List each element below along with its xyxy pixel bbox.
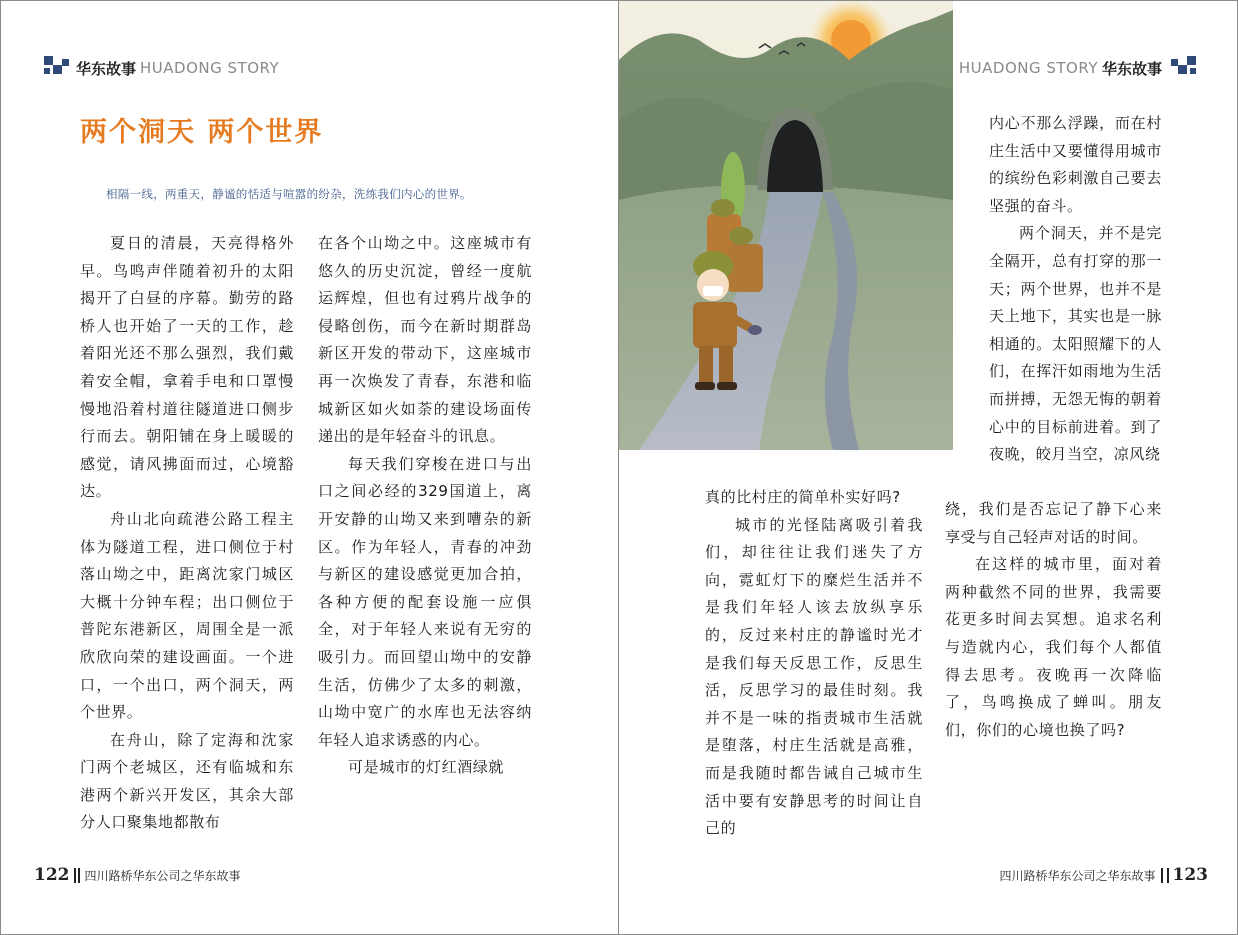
paragraph: 两个洞天，并不是完全隔开，总有打穿的那一天；两个世界，也并不是天上地下，其实也是一脉相通的。太阳照耀下的人们，在挥汗如雨地为生活而拼搏，无怨无悔的朝着心中的目标前进着。到了夜晚，皎月当空，凉风绕	[989, 224, 1162, 464]
article-subtitle: 相隔一线，两重天，静谧的恬适与喧嚣的纷杂，洗练我们内心的世界。	[106, 187, 472, 201]
text-column-4-bottom	[945, 496, 1162, 744]
page-number: 123	[1172, 865, 1208, 885]
paragraph: 可是城市的灯红酒绿就	[348, 758, 505, 777]
paragraph: 在舟山，除了定海和沈家门两个老城区，还有临城和东港两个新兴开发区，其余大部分人口聚集地都散布	[80, 730, 294, 832]
header-title-en: HUADONG STORY	[140, 59, 280, 77]
page-number: 122	[34, 865, 70, 885]
right-header	[959, 56, 1196, 80]
text-column-3	[705, 484, 923, 843]
text-column-4-top	[989, 110, 1162, 469]
left-footer	[34, 865, 241, 885]
header-title-cn: 华东故事	[76, 59, 137, 78]
paragraph: 在这样的城市里，面对着两种截然不同的世界，我需要花更多时间去冥想。追求名利与造就内心，我们每个人都值得去思考。夜晚再一次降临了，鸟鸣换成了蝉叫。朋友们，你们的心境也换了吗?	[945, 555, 1162, 739]
right-footer	[999, 865, 1208, 885]
brand-logo-icon	[1166, 56, 1196, 80]
footer-publication: 四川路桥华东公司之华东故事	[999, 868, 1156, 883]
paragraph: 真的比村庄的简单朴实好吗?	[705, 488, 901, 506]
paragraph: 内心不那么浮躁，而在村庄生活中又要懂得用城市的缤纷色彩刺激自己要去坚强的奋斗。	[989, 114, 1162, 215]
paragraph: 舟山北向疏港公路工程主体为隧道工程，进口侧位于村落山坳之中，距离沈家门城区大概十分钟车程；出口侧位于普陀东港新区，周围全是一派欣欣向荣的建设画面。一个进口，一个出口，两个洞天，两个世界。	[80, 509, 294, 722]
brand-logo-icon	[44, 56, 74, 80]
text-column-2	[318, 230, 532, 782]
header-title-cn: 华东故事	[1101, 59, 1162, 78]
left-header	[44, 56, 279, 80]
header-title-en: HUADONG STORY	[958, 59, 1098, 77]
text-column-1	[80, 230, 294, 837]
paragraph: 夏日的清晨，天亮得格外早。鸟鸣声伴随着初升的太阳揭开了白昼的序幕。勤劳的路桥人也开始了一天的工作，趁着阳光还不那么强烈，我们戴着安全帽，拿着手电和口罩慢慢地沿着村道往隧道进口侧步行而去。朝阳铺在身上暖暖的感觉，请风拂面而过，心境豁达。	[80, 234, 294, 501]
paragraph: 绕，我们是否忘记了静下心来享受与自己轻声对话的时间。	[945, 500, 1162, 546]
footer-publication: 四川路桥华东公司之华东故事	[84, 868, 241, 883]
paragraph: 城市的光怪陆离吸引着我们，却往往让我们迷失了方向，霓虹灯下的糜烂生活并不是我们年轻人该去放纵享乐的，反过来村庄的静谧时光才是我们每天反思工作，反思生活，反思学习的最佳时刻。我并不是一味的指责城市生活就是堕落，村庄生活就是高雅，而是我随时都告诫自己城市生活中要有安静思考的时间让自己的	[705, 515, 923, 838]
tunnel-workers-illustration-icon	[619, 0, 953, 450]
paragraph: 在各个山坳之中。这座城市有悠久的历史沉淀，曾经一度航运辉煌，但也有过鸦片战争的侵略创伤，而今在新时期群岛新区开发的带动下，这座城市再一次焕发了青春，东港和临城新区如火如荼的建设场面传递出的是年轻奋斗的讯息。	[318, 234, 532, 446]
article-title: 两个洞天 两个世界	[80, 117, 324, 148]
paragraph: 每天我们穿梭在进口与出口之间必经的329国道上，离开安静的山坳又来到嘈杂的新区。作为年轻人，青春的冲劲与新区的建设感觉更加合拍，各种方便的配套设施一应俱全，对于年轻人来说有无穷的吸引力。而回望山坳中的安静生活，仿佛少了太多的刺激，山坳中宽广的水库也无法容纳年轻人追求诱惑的内心。	[318, 454, 532, 749]
